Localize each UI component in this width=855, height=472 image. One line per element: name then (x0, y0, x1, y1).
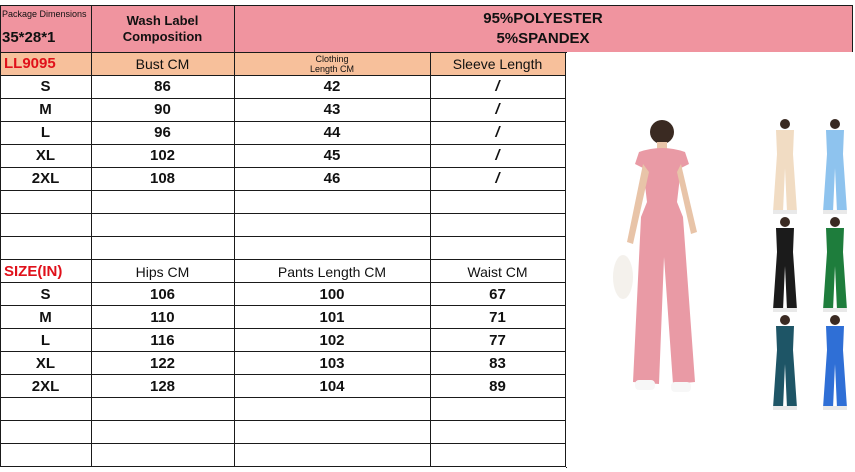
bust-cell (91, 98, 234, 121)
hips-cell-value: 122 (149, 355, 176, 372)
sleeve-length-cell-value: / (495, 124, 500, 141)
sleeve-length-cell (430, 98, 565, 121)
waist-cell (430, 352, 565, 375)
hips-cell-value: 128 (149, 378, 176, 395)
sleeve-length-cell (430, 75, 565, 98)
sleeve-length-cell-value: / (495, 147, 500, 164)
clothing-length-cell (234, 167, 430, 190)
product-photo-illustration (567, 52, 855, 472)
top-size-cell (0, 75, 91, 98)
package-dimensions-cell (0, 5, 91, 52)
top-size-cell (0, 98, 91, 121)
grid-line (0, 466, 566, 467)
header-pants-length (234, 260, 430, 283)
grid-line (234, 5, 235, 467)
pants-length-cell-value: 102 (319, 332, 345, 349)
hips-cell (91, 306, 234, 329)
bust-cell (91, 167, 234, 190)
top-size-cell-value: M (39, 101, 52, 118)
bottom-size-cell (0, 352, 91, 375)
composition-line-2: 5%SPANDEX (496, 29, 590, 47)
grid-line (0, 328, 566, 329)
waist-cell (430, 375, 565, 398)
grid-line (565, 52, 566, 467)
variant-thumbnail (773, 119, 797, 214)
product-code: LL9095 (4, 55, 56, 72)
grid-line (430, 52, 431, 467)
top-size-cell-value: L (40, 124, 51, 141)
package-dimensions-value: 35*28*1 (2, 29, 56, 46)
pants-length-cell-value: 103 (319, 355, 345, 372)
bust-cell-value: 90 (154, 101, 171, 118)
wash-label-text: Wash Label Composition (122, 12, 203, 44)
bottom-size-cell (0, 283, 91, 306)
grid-line (0, 236, 566, 237)
sleeve-length-cell (430, 167, 565, 190)
pants-length-cell (234, 375, 430, 398)
variant-thumbnail (823, 119, 847, 214)
sleeve-length-cell-value: / (495, 78, 500, 95)
header-sleeve-length-label: Sleeve Length (452, 55, 543, 72)
clothing-length-cell-value: 42 (323, 78, 341, 95)
header-bust (91, 52, 234, 75)
grid-line (0, 420, 566, 421)
grid-line (0, 75, 566, 76)
bust-cell (91, 75, 234, 98)
wash-label-cell (91, 5, 234, 52)
color-variant-thumbnails (773, 119, 847, 410)
clothing-length-cell-value: 45 (323, 147, 341, 164)
pants-length-cell-value: 101 (319, 309, 345, 326)
top-size-cell-value: 2XL (31, 170, 60, 187)
top-size-cell-value: S (40, 78, 51, 95)
grid-line (0, 144, 566, 145)
grid-line (0, 305, 566, 306)
waist-cell-value: 77 (489, 332, 506, 349)
grid-line (0, 351, 566, 352)
header-waist (430, 260, 565, 283)
grid-line (0, 5, 852, 6)
size-in-label: SIZE(IN) (4, 263, 63, 280)
bottom-size-cell-value: XL (35, 355, 56, 372)
waist-cell-value: 67 (489, 286, 506, 303)
sleeve-length-cell-value: / (495, 170, 500, 187)
sleeve-length-cell (430, 121, 565, 144)
grid-line (0, 282, 566, 283)
package-dimensions-label: Package Dimensions (2, 9, 87, 19)
variant-thumbnail (823, 315, 847, 410)
waist-cell (430, 283, 565, 306)
top-size-cell (0, 167, 91, 190)
header-hips (91, 260, 234, 283)
hips-cell (91, 375, 234, 398)
waist-cell (430, 306, 565, 329)
hips-cell-value: 106 (149, 286, 176, 303)
hips-cell (91, 283, 234, 306)
variant-thumbnail (773, 315, 797, 410)
grid-line (0, 5, 1, 467)
bottom-size-cell (0, 329, 91, 352)
grid-line (0, 121, 566, 122)
clothing-length-cell (234, 75, 430, 98)
bottom-size-cell-value: S (40, 286, 51, 303)
waist-cell-value: 71 (489, 309, 506, 326)
size-in-label-cell (0, 260, 91, 283)
top-size-cell (0, 121, 91, 144)
sleeve-length-cell-value: / (495, 101, 500, 118)
pants-length-cell-value: 104 (319, 378, 345, 395)
bottom-size-cell (0, 375, 91, 398)
header-pants-length-label: Pants Length CM (277, 263, 387, 280)
product-code-cell (0, 52, 91, 75)
grid-line (0, 98, 566, 99)
bust-cell-value: 96 (154, 124, 171, 141)
grid-line (0, 190, 566, 191)
hips-cell (91, 352, 234, 375)
clothing-length-cell (234, 144, 430, 167)
bottom-size-cell-value: L (40, 332, 51, 349)
hips-cell (91, 329, 234, 352)
header-clothing-length (234, 52, 430, 75)
bust-cell (91, 121, 234, 144)
grid-line (91, 5, 92, 467)
header-clothing-length-label: Clothing Length CM (309, 53, 355, 74)
pants-length-cell (234, 283, 430, 306)
product-photo (567, 52, 855, 472)
main-model-figure (613, 120, 697, 392)
header-waist-label: Waist CM (467, 263, 528, 280)
top-size-cell (0, 144, 91, 167)
waist-cell (430, 329, 565, 352)
waist-cell-value: 89 (489, 378, 506, 395)
grid-line (0, 374, 566, 375)
bust-cell (91, 144, 234, 167)
grid-line (0, 213, 566, 214)
clothing-length-cell-value: 46 (323, 170, 341, 187)
grid-line (0, 167, 566, 168)
variant-thumbnail (773, 217, 797, 312)
sleeve-length-cell (430, 144, 565, 167)
pants-length-cell (234, 352, 430, 375)
header-hips-label: Hips CM (135, 263, 190, 280)
grid-line (0, 443, 566, 444)
grid-line (0, 397, 566, 398)
variant-thumbnail (823, 217, 847, 312)
clothing-length-cell (234, 121, 430, 144)
bottom-size-cell (0, 306, 91, 329)
waist-cell-value: 83 (489, 355, 506, 372)
hips-cell-value: 116 (150, 332, 175, 349)
hips-cell-value: 110 (150, 309, 175, 326)
composition-cell (234, 5, 852, 52)
grid-line (0, 259, 566, 260)
bottom-size-cell-value: 2XL (31, 378, 60, 395)
header-sleeve-length (430, 52, 565, 75)
pants-length-cell (234, 329, 430, 352)
clothing-length-cell-value: 44 (323, 124, 341, 141)
pants-length-cell-value: 100 (319, 286, 345, 303)
header-bust-label: Bust CM (135, 55, 190, 72)
top-size-cell-value: XL (35, 147, 56, 164)
bust-cell-value: 86 (154, 78, 171, 95)
bottom-size-cell-value: M (39, 309, 52, 326)
bust-cell-value: 108 (149, 170, 176, 187)
composition-line-1: 95%POLYESTER (483, 9, 603, 27)
clothing-length-cell-value: 43 (323, 101, 341, 118)
bust-cell-value: 102 (149, 147, 176, 164)
clothing-length-cell (234, 98, 430, 121)
pants-length-cell (234, 306, 430, 329)
